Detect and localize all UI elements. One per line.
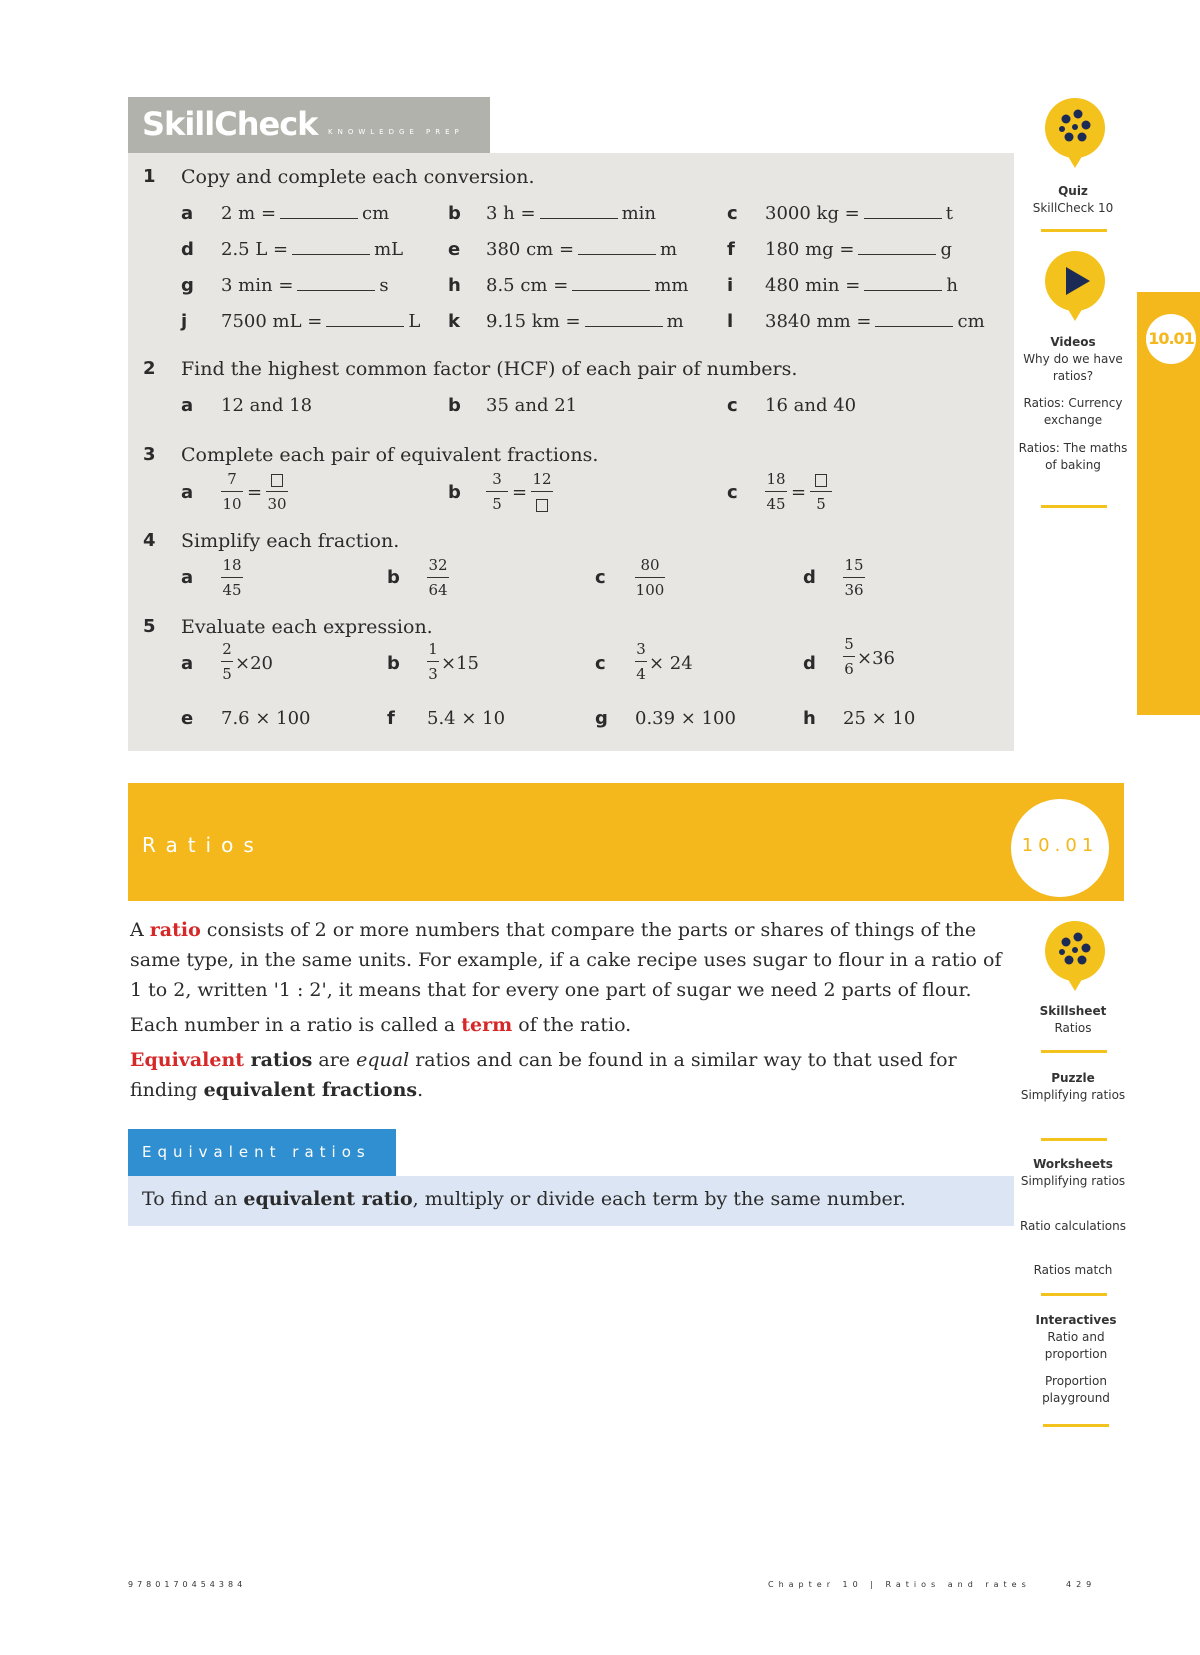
q1-label-i: i bbox=[727, 275, 734, 296]
footer-page: 429 bbox=[1066, 1580, 1097, 1589]
q2-number: 2 bbox=[143, 358, 156, 379]
sidebar-worksheet-ratios-match[interactable]: Ratios match bbox=[1033, 1263, 1113, 1277]
q1-label-h: h bbox=[448, 275, 461, 296]
q3-fraction-left-c-numerator: 18 bbox=[766, 470, 786, 488]
q4-fraction-b-bar bbox=[427, 577, 449, 578]
q2-text: Find the highest common factor (HCF) of each pair of numbers. bbox=[181, 358, 798, 380]
q5-label-g: g bbox=[595, 708, 608, 729]
sidebar-video-baking[interactable]: Ratios: The maths of baking bbox=[1018, 441, 1128, 472]
keybox-title: Equivalent ratios bbox=[142, 1143, 371, 1161]
sidebar-worksheets[interactable]: Worksheets Simplifying ratios bbox=[1020, 1157, 1126, 1188]
q3-fraction-right-b bbox=[531, 470, 553, 514]
answer-blank bbox=[864, 276, 942, 291]
blank-box-icon bbox=[536, 499, 548, 512]
q3-fraction-right-b-numerator: 12 bbox=[532, 470, 552, 488]
sidebar-divider bbox=[1043, 1424, 1109, 1427]
q1-label-f: f bbox=[727, 239, 735, 260]
q5-label-c: c bbox=[595, 653, 606, 674]
q1-item-g: 3 min = s bbox=[221, 275, 389, 296]
q2-item-b: 35 and 21 bbox=[486, 395, 578, 416]
q5-label-b: b bbox=[387, 653, 400, 674]
skillcheck-header bbox=[128, 97, 490, 153]
q5-expression-d: ×36 bbox=[857, 648, 895, 669]
q1-label-j: j bbox=[181, 311, 188, 332]
paragraph-ratio-definition: A ratio consists of 2 or more numbers that compare the parts or shares of things of the same type, in the same units. For example, if a cake recipe uses sugar to flour in a ratio of 1 to 2, written '1 : 2', it means that for every one part of sugar we need 2 parts of flour. bbox=[130, 919, 1002, 1001]
q1-label-a: a bbox=[181, 203, 194, 224]
q5-fraction-d-numerator: 5 bbox=[844, 635, 854, 653]
q3-fraction-left-a-numerator: 7 bbox=[227, 470, 237, 488]
sidebar-divider bbox=[1041, 1050, 1107, 1053]
q3-fraction-right-c-denominator: 5 bbox=[816, 495, 826, 513]
q1-item-f: 180 mg = g bbox=[765, 239, 953, 260]
q1-item-h: 8.5 cm = mm bbox=[486, 275, 689, 296]
q3-label-c: c bbox=[727, 482, 738, 503]
q3-fraction-left-c-bar bbox=[765, 491, 787, 492]
q5-expression-b: ×15 bbox=[441, 653, 479, 674]
q1-number: 1 bbox=[143, 166, 156, 187]
q4-label-d: d bbox=[803, 567, 816, 588]
q4-fraction-c-bar bbox=[635, 577, 665, 578]
q3-fraction-right-a-bar bbox=[266, 491, 288, 492]
q2-label-a: a bbox=[181, 395, 194, 416]
sidebar-divider bbox=[1041, 229, 1107, 232]
q5-label-d: d bbox=[803, 653, 816, 674]
q5-expression-a: ×20 bbox=[235, 653, 273, 674]
q5-text: Evaluate each expression. bbox=[181, 616, 433, 638]
term-equivalent: Equivalent bbox=[130, 1049, 245, 1071]
q4-fraction-a-bar bbox=[221, 577, 243, 578]
sidebar-interactive-proportion-playground[interactable]: Proportion playground bbox=[1042, 1374, 1110, 1405]
q3-fraction-right-c-bar bbox=[810, 491, 832, 492]
q1-item-i: 480 min = h bbox=[765, 275, 958, 296]
q3-label-a: a bbox=[181, 482, 194, 503]
answer-blank bbox=[572, 276, 650, 291]
q5-item-e: 7.6 × 100 bbox=[221, 708, 311, 729]
q3-fraction-left-a-bar bbox=[221, 491, 243, 492]
q3-fraction-right-a-numerator bbox=[266, 470, 288, 489]
q5-fraction-b-bar bbox=[427, 661, 439, 662]
q4-fraction-c bbox=[635, 556, 665, 600]
q3-fraction-left-c bbox=[765, 470, 787, 514]
q4-fraction-a-denominator: 45 bbox=[222, 581, 242, 599]
q5-fraction-a-bar bbox=[221, 661, 233, 662]
q5-fraction-d bbox=[843, 635, 855, 679]
term-ratio: ratio bbox=[149, 919, 201, 941]
q1-label-e: e bbox=[448, 239, 461, 260]
q5-fraction-c bbox=[635, 640, 647, 684]
q3-fraction-right-c bbox=[810, 470, 832, 514]
q3-equals-c: = bbox=[791, 482, 807, 503]
q1-label-d: d bbox=[181, 239, 194, 260]
blank-box-icon bbox=[271, 474, 283, 487]
q5-fraction-d-denominator: 6 bbox=[844, 660, 854, 678]
sidebar-quiz[interactable]: Quiz SkillCheck 10 bbox=[1032, 184, 1114, 215]
term-term: term bbox=[461, 1014, 513, 1036]
q3-number: 3 bbox=[143, 444, 156, 465]
sidebar-skillsheet[interactable]: Skillsheet Ratios bbox=[1039, 1004, 1107, 1035]
sidebar-video-currency[interactable]: Ratios: Currency exchange bbox=[1023, 396, 1123, 427]
q3-fraction-left-b bbox=[486, 470, 508, 514]
q3-fraction-right-a-denominator: 30 bbox=[267, 495, 287, 513]
paragraph-equivalent: Equivalent ratios are equal ratios and can be found in a similar way to that used for finding equivalent fractions. bbox=[130, 1049, 957, 1101]
skillsheet-pin-icon[interactable] bbox=[1044, 920, 1106, 992]
q5-fraction-a-numerator: 2 bbox=[222, 640, 232, 658]
blank-box-icon bbox=[815, 474, 827, 487]
q5-fraction-d-bar bbox=[843, 656, 855, 657]
q5-fraction-c-denominator: 4 bbox=[636, 665, 646, 683]
q5-number: 5 bbox=[143, 616, 156, 637]
q2-label-c: c bbox=[727, 395, 738, 416]
chapter-tab-code: 10.01 bbox=[1148, 329, 1194, 348]
q5-fraction-c-bar bbox=[635, 661, 647, 662]
sidebar-divider bbox=[1041, 505, 1107, 508]
q4-fraction-c-denominator: 100 bbox=[635, 581, 665, 599]
q5-label-h: h bbox=[803, 708, 816, 729]
answer-blank bbox=[326, 312, 404, 327]
quiz-pin-icon[interactable] bbox=[1044, 97, 1106, 169]
q1-label-b: b bbox=[448, 203, 461, 224]
answer-blank bbox=[864, 204, 942, 219]
q4-fraction-d-numerator: 15 bbox=[844, 556, 864, 574]
q2-item-c: 16 and 40 bbox=[765, 395, 857, 416]
q4-fraction-d bbox=[843, 556, 865, 600]
q1-item-b: 3 h = min bbox=[486, 203, 656, 224]
section-banner bbox=[128, 783, 1124, 901]
q1-item-k: 9.15 km = m bbox=[486, 311, 684, 332]
q5-item-h: 25 × 10 bbox=[843, 708, 916, 729]
q1-label-l: l bbox=[727, 311, 734, 332]
q1-item-l: 3840 mm = cm bbox=[765, 311, 985, 332]
q4-number: 4 bbox=[143, 530, 156, 551]
q4-text: Simplify each fraction. bbox=[181, 530, 400, 552]
q4-label-c: c bbox=[595, 567, 606, 588]
sidebar-interactives[interactable]: Interactives Ratio and proportion bbox=[1035, 1313, 1117, 1361]
keybox-body bbox=[128, 1176, 1014, 1226]
answer-blank bbox=[585, 312, 663, 327]
sidebar-puzzle[interactable]: Puzzle Simplifying ratios bbox=[1020, 1071, 1126, 1102]
video-play-icon[interactable] bbox=[1044, 250, 1106, 322]
answer-blank bbox=[578, 240, 656, 255]
answer-blank bbox=[858, 240, 936, 255]
q3-text: Complete each pair of equivalent fractions. bbox=[181, 444, 599, 466]
q1-item-j: 7500 mL = L bbox=[221, 311, 421, 332]
q2-item-a: 12 and 18 bbox=[221, 395, 313, 416]
q4-fraction-b bbox=[427, 556, 449, 600]
q3-fraction-right-c-numerator bbox=[810, 470, 832, 489]
answer-blank bbox=[280, 204, 358, 219]
q1-item-c: 3000 kg = t bbox=[765, 203, 953, 224]
answer-blank bbox=[875, 312, 953, 327]
q3-fraction-right-a bbox=[266, 470, 288, 514]
q2-label-b: b bbox=[448, 395, 461, 416]
q1-item-d: 2.5 L = mL bbox=[221, 239, 404, 260]
chapter-tab bbox=[1137, 292, 1200, 715]
answer-blank bbox=[292, 240, 370, 255]
q4-fraction-d-bar bbox=[843, 577, 865, 578]
q3-label-b: b bbox=[448, 482, 461, 503]
q5-fraction-b-numerator: 1 bbox=[428, 640, 438, 658]
q5-item-g: 0.39 × 100 bbox=[635, 708, 736, 729]
section-code: 10.01 bbox=[1021, 835, 1099, 856]
sidebar-worksheet-ratio-calculations[interactable]: Ratio calculations bbox=[1019, 1219, 1127, 1233]
q3-fraction-right-b-denominator bbox=[531, 495, 553, 514]
answer-blank bbox=[540, 204, 618, 219]
q1-text: Copy and complete each conversion. bbox=[181, 166, 535, 188]
keybox-header bbox=[128, 1129, 396, 1176]
sidebar-divider bbox=[1041, 1138, 1107, 1141]
q5-expression-c: × 24 bbox=[649, 653, 693, 674]
q3-fraction-right-b-bar bbox=[531, 491, 553, 492]
q5-fraction-a bbox=[221, 640, 233, 684]
q4-fraction-b-numerator: 32 bbox=[428, 556, 448, 574]
q5-fraction-c-numerator: 3 bbox=[636, 640, 646, 658]
q4-fraction-a-numerator: 18 bbox=[222, 556, 242, 574]
q4-fraction-a bbox=[221, 556, 243, 600]
q5-label-e: e bbox=[181, 708, 194, 729]
q1-item-a: 2 m = cm bbox=[221, 203, 390, 224]
q3-equals-b: = bbox=[512, 482, 528, 503]
footer-chapter: Chapter 10 | Ratios and rates bbox=[768, 1580, 1031, 1589]
q1-item-e: 380 cm = m bbox=[486, 239, 678, 260]
q1-label-c: c bbox=[727, 203, 738, 224]
q1-label-g: g bbox=[181, 275, 194, 296]
q3-fraction-left-c-denominator: 45 bbox=[766, 495, 786, 513]
chapter-tab-circle bbox=[1146, 314, 1196, 364]
q1-label-k: k bbox=[448, 311, 460, 332]
q3-equals-a: = bbox=[247, 482, 263, 503]
skillcheck-subtitle: KNOWLEDGE PREP bbox=[328, 128, 464, 136]
footer-isbn: 9780170454384 bbox=[128, 1580, 247, 1589]
q4-label-b: b bbox=[387, 567, 400, 588]
section-title: Ratios bbox=[142, 833, 264, 857]
keybox-text: To find an equivalent ratio, multiply or divide each term by the same number. bbox=[142, 1188, 906, 1210]
q3-fraction-left-b-denominator: 5 bbox=[492, 495, 502, 513]
q3-fraction-left-a-denominator: 10 bbox=[222, 495, 242, 513]
paragraph-term: Each number in a ratio is called a term of the ratio. bbox=[130, 1014, 632, 1036]
q3-fraction-left-b-bar bbox=[486, 491, 508, 492]
q5-label-f: f bbox=[387, 708, 395, 729]
skillcheck-title: SkillCheck bbox=[142, 105, 318, 143]
q5-fraction-b bbox=[427, 640, 439, 684]
q5-fraction-a-denominator: 5 bbox=[222, 665, 232, 683]
q4-fraction-c-numerator: 80 bbox=[640, 556, 660, 574]
q5-fraction-b-denominator: 3 bbox=[428, 665, 438, 683]
q4-fraction-d-denominator: 36 bbox=[844, 581, 864, 599]
q4-fraction-b-denominator: 64 bbox=[428, 581, 448, 599]
section-code-circle bbox=[1011, 799, 1109, 897]
q5-item-f: 5.4 × 10 bbox=[427, 708, 506, 729]
q3-fraction-left-a bbox=[221, 470, 243, 514]
q4-label-a: a bbox=[181, 567, 194, 588]
sidebar-divider bbox=[1041, 1293, 1107, 1296]
q5-label-a: a bbox=[181, 653, 194, 674]
sidebar-videos[interactable]: Videos Why do we have ratios? bbox=[1023, 335, 1123, 383]
answer-blank bbox=[297, 276, 375, 291]
q3-fraction-left-b-numerator: 3 bbox=[492, 470, 502, 488]
